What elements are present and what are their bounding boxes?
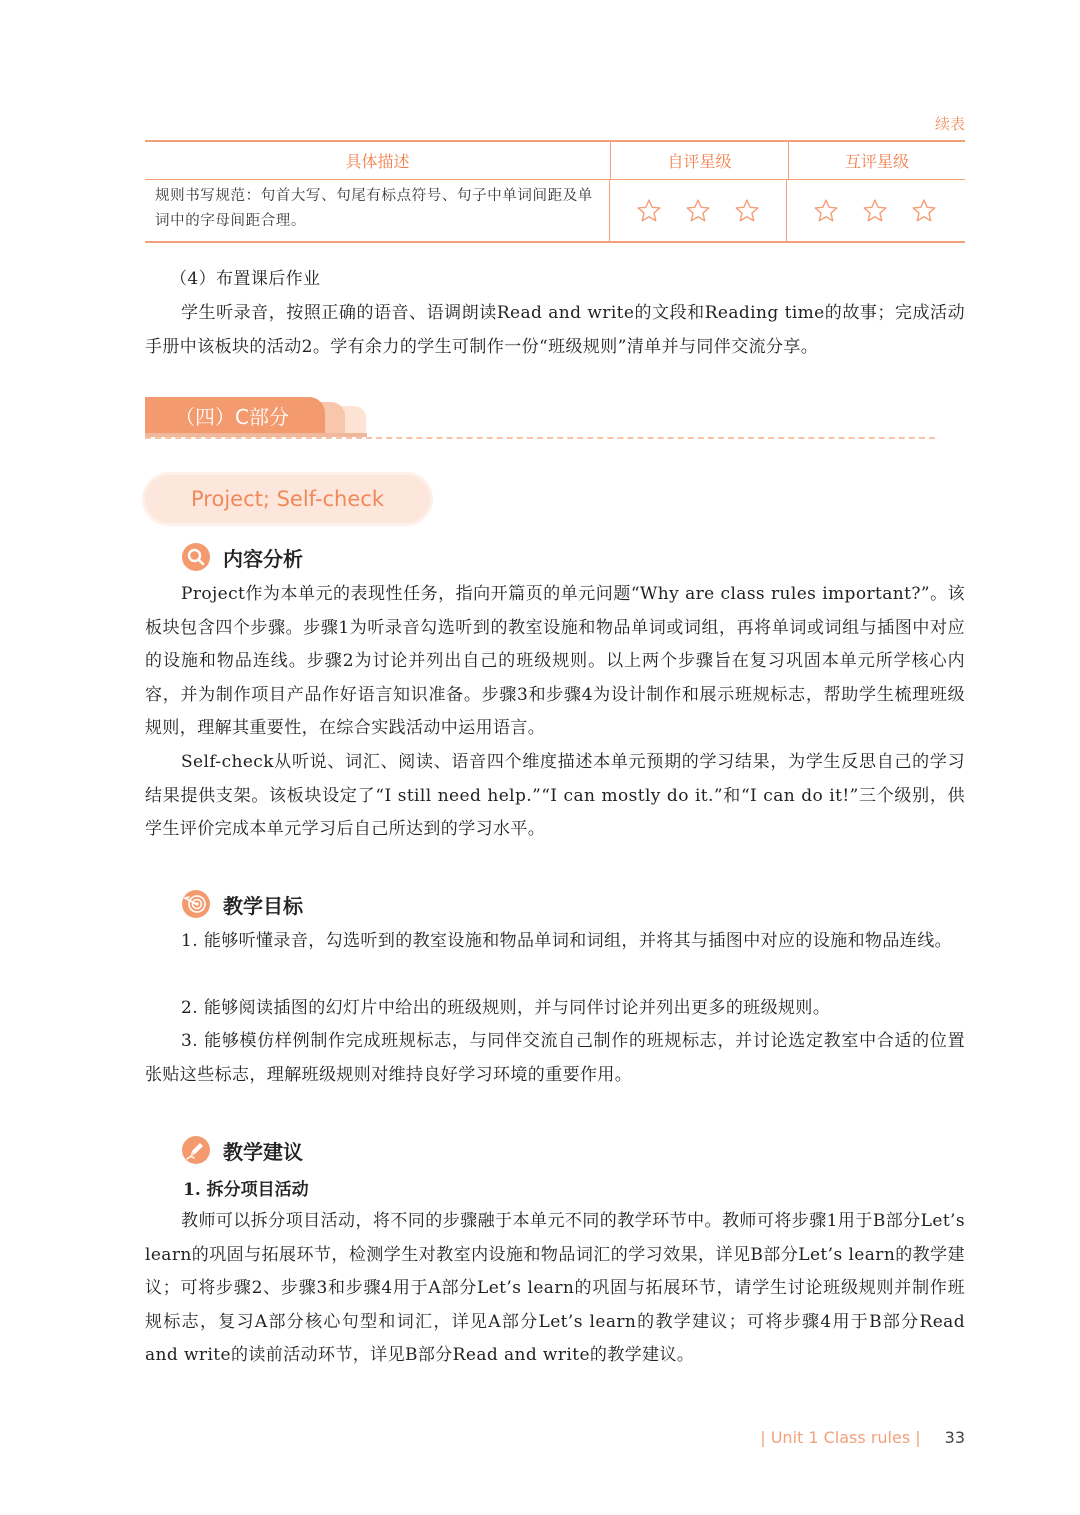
objectives-title: 教学目标 — [223, 893, 303, 918]
banner-dashed-line — [145, 437, 935, 439]
page-footer — [0, 1428, 965, 1447]
star-icon[interactable] — [813, 198, 839, 224]
star-icon[interactable] — [734, 198, 760, 224]
content-analysis-paragraph-1: Project作为本单元的表现性任务，指向开篇页的单元问题“Why are class rules important?”。该板块包含四个步骤。步骤1为听录音勾选听到的教室设施和物品单词或词组，再将单词或词组与插图中对应的设施和物品连线。步骤2为讨论并列出自己的班级规则。以上两个步骤旨在复习巩固本单元所学核心内容，并为制作项目产品作好语言知识准备。步骤3和步骤4为设计制作和展示班规标志，帮助学生梳理班级规则，理解其重要性，在综合实践活动中运用语言。 — [145, 584, 965, 738]
self-rating-stars — [610, 180, 787, 241]
table-row — [145, 180, 965, 241]
suggestions-title: 教学建议 — [223, 1139, 303, 1164]
objectives-heading — [181, 888, 303, 920]
magnifier-icon — [181, 542, 211, 572]
table-header-row — [145, 142, 965, 180]
objective-item: 1. 能够听懂录音，勾选听到的教室设施和物品单词和词组，并将其与插图中对应的设施和物品连线。 — [181, 931, 953, 951]
pen-icon — [181, 1135, 211, 1165]
content-analysis-title: 内容分析 — [223, 546, 303, 571]
suggestion-paragraph: 教师可以拆分项目活动，将不同的步骤融于本单元不同的教学环节中。教师可将步骤1用于B部分Let’s learn的巩固与拓展环节，检测学生对教室内设施和物品词汇的学习效果，详见B部分Let’s learn的教学建议；可将步骤2、步骤3和步骤4用于A部分Let’s learn的巩固与拓展环节，请学生讨论班级规则并制作班规标志，复习A部分核心句型和词汇，详见A部分Let’s learn的教学建议；可将步骤4用于B部分Read and write的读前活动环节，详见B部分Read and write的教学建议。 — [145, 1211, 965, 1365]
page-number: 33 — [944, 1428, 965, 1447]
suggestions-heading — [181, 1134, 303, 1166]
content-analysis-heading — [181, 541, 303, 573]
header-self-rating: 自评星级 — [611, 142, 789, 179]
objective-item: 2. 能够阅读插图的幻灯片中给出的班级规则，并与同伴讨论并列出更多的班级规则。 — [181, 998, 831, 1018]
section-banner — [145, 397, 935, 442]
project-pill: Project; Self-check — [145, 475, 430, 523]
homework-text: 学生听录音，按照正确的语音、语调朗读Read and write的文段和Reading time的故事；完成活动手册中该板块的活动2。学有余力的学生可制作一份“班级规则”清单并与同伴交流分享。 — [145, 303, 965, 357]
section-banner-title: （四）C部分 — [145, 397, 325, 437]
header-description: 具体描述 — [145, 142, 611, 179]
row-description: 规则书写规范：句首大写、句尾有标点符号、句子中单词间距及单词中的字母间距合理。 — [145, 180, 610, 241]
evaluation-table — [145, 140, 965, 243]
header-peer-rating: 互评星级 — [844, 152, 909, 171]
star-icon[interactable] — [862, 198, 888, 224]
homework-heading: （4）布置课后作业 — [170, 269, 321, 289]
star-icon[interactable] — [636, 198, 662, 224]
peer-rating-stars — [787, 180, 963, 241]
content-analysis-paragraph-2: Self-check从听说、词汇、阅读、语音四个维度描述本单元预期的学习结果，为学生反思自己的学习结果提供支架。该板块设定了“I still need help.”“I can mostly do it.”和“I can do it!”三个级别，供学生评价完成本单元学习后自己所达到的学习水平。 — [145, 752, 965, 839]
star-icon[interactable] — [911, 198, 937, 224]
footer-unit-label: | Unit 1 Class rules | — [760, 1428, 921, 1447]
star-icon[interactable] — [685, 198, 711, 224]
suggestion-subheading: 1. 拆分项目活动 — [183, 1180, 309, 1200]
objective-item: 3. 能够模仿样例制作完成班规标志，与同伴交流自己制作的班规标志，并讨论选定教室中合适的位置张贴这些标志，理解班级规则对维持良好学习环境的重要作用。 — [145, 1031, 965, 1085]
continued-label: 续表 — [934, 115, 965, 133]
target-icon — [181, 889, 211, 919]
